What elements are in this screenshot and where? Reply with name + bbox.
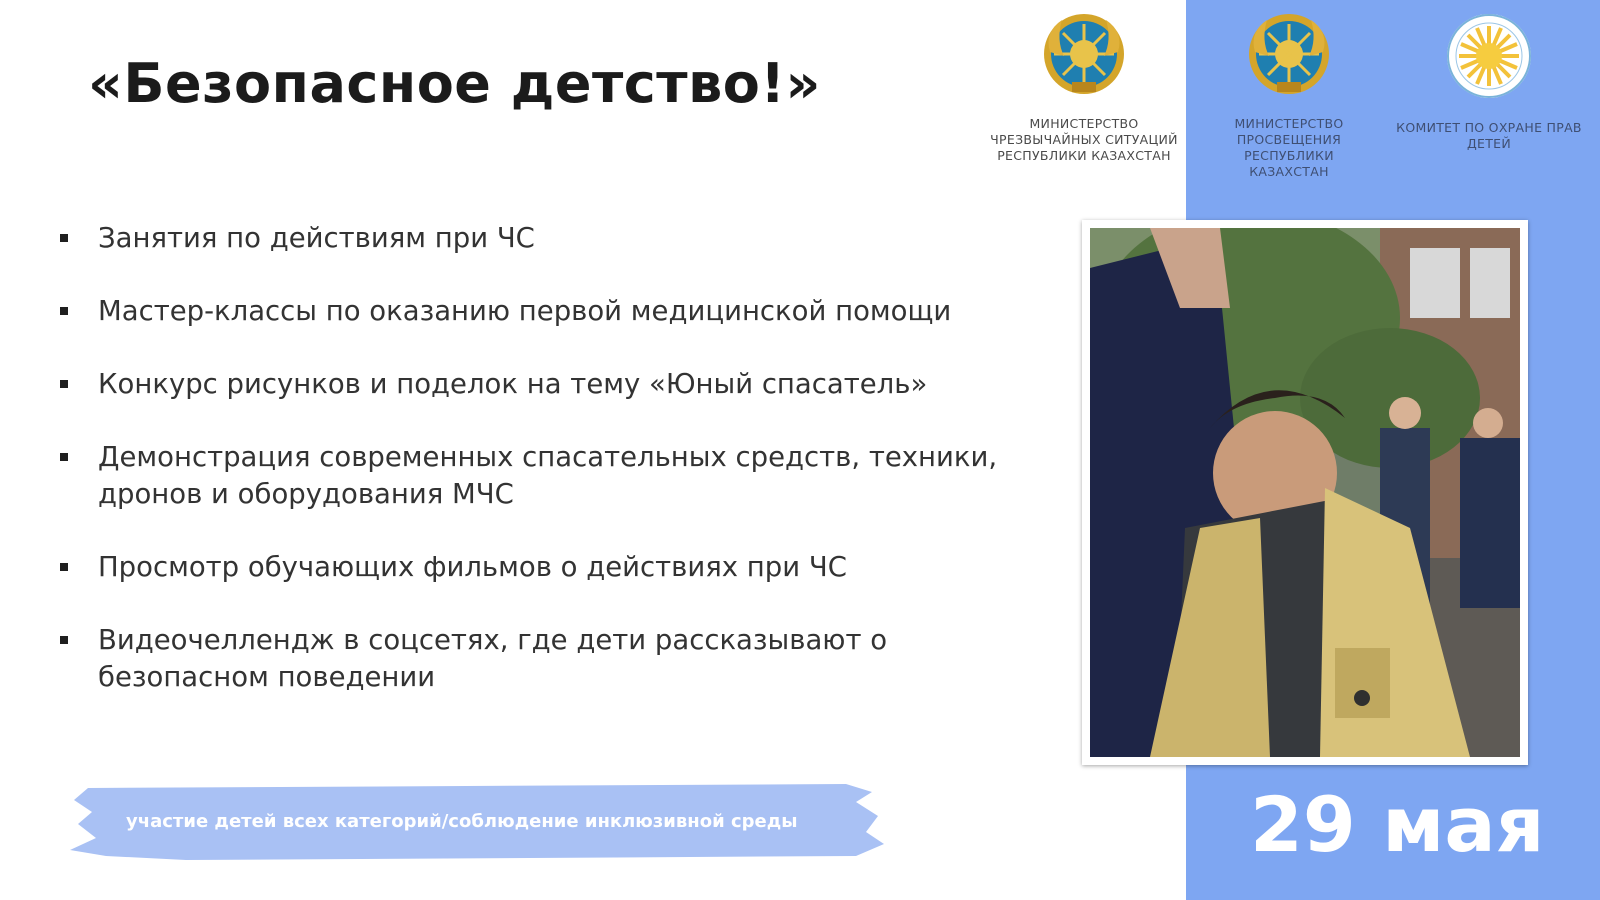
logo-emergency-ministry xyxy=(984,12,1184,164)
logo-caption: МИНИСТЕРСТВО ПРОСВЕЩЕНИЯ РЕСПУБЛИКИ КАЗАХСТАН xyxy=(1234,116,1344,179)
logo-childrens-rights-committee xyxy=(1394,12,1584,152)
photo-frame xyxy=(1082,220,1528,765)
list-item: Видеочеллендж в соцсетях, где дети рассказывают о безопасном поведении xyxy=(56,622,1056,696)
list-item: Занятия по действиям при ЧС xyxy=(56,220,1056,257)
inclusion-banner xyxy=(66,782,898,862)
logo-caption: МИНИСТЕРСТВО ЧРЕЗВЫЧАЙНЫХ СИТУАЦИЙ РЕСПУБЛИКИ КАЗАХСТАН xyxy=(990,116,1178,163)
kazakhstan-emblem-icon xyxy=(1247,12,1331,96)
kazakhstan-emblem-icon xyxy=(1042,12,1126,96)
list-item: Демонстрация современных спасательных средств, техники, дронов и оборудования МЧС xyxy=(56,439,1056,513)
list-item: Просмотр обучающих фильмов о действиях при ЧС xyxy=(56,549,1056,586)
list-item: Мастер-классы по оказанию первой медицинской помощи xyxy=(56,293,1056,330)
logo-education-ministry xyxy=(1204,12,1374,180)
event-date: 29 мая xyxy=(1250,780,1545,869)
list-item: Конкурс рисунков и поделок на тему «Юный спасатель» xyxy=(56,366,1056,403)
childrens-rights-committee-logo-icon xyxy=(1445,12,1533,100)
activities-list xyxy=(56,220,1056,732)
banner-text: участие детей всех категорий/соблюдение инклюзивной среды xyxy=(126,811,798,832)
slide-title: «Безопасное детство!» xyxy=(88,52,821,115)
event-photo xyxy=(1090,228,1520,757)
logo-caption: КОМИТЕТ ПО ОХРАНЕ ПРАВ ДЕТЕЙ xyxy=(1396,120,1582,151)
